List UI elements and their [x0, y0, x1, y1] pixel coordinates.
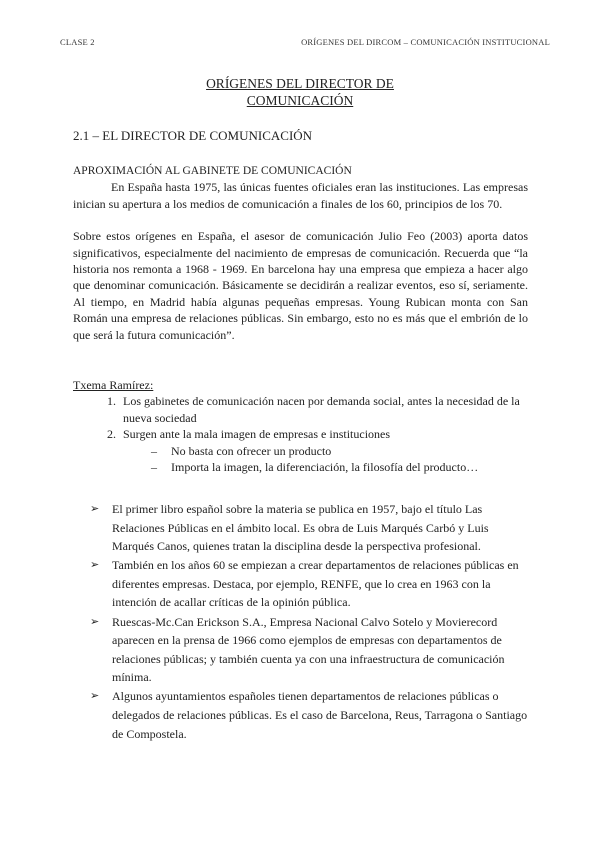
arrow-item [90, 613, 528, 687]
page-title [0, 75, 600, 109]
arrow-bullet-icon: ➢ [90, 559, 100, 572]
arrow-bullet-section [73, 500, 528, 744]
arrow-item-text: Algunos ayuntamientos españoles tienen departamentos de relaciones públicas o delegados de relaciones públicas. Es el caso de Barcelona, Reus, Tarragona o Santiago de Compostela. [112, 689, 528, 741]
section-heading: 2.1 – EL DIRECTOR DE COMUNICACIÓN [73, 128, 313, 143]
arrow-item [90, 500, 528, 556]
arrow-bullet-icon: ➢ [90, 503, 100, 515]
header-left: CLASE 2 [60, 37, 95, 47]
subsection-heading: APROXIMACIÓN AL GABINETE DE COMUNICACIÓN [73, 165, 352, 177]
dash-item: – No basta con ofrecer un producto [151, 443, 528, 459]
arrow-item-text: Ruescas-Mc.Can Erickson S.A., Empresa Nacional Calvo Sotelo y Movierecord aparecen en la prensa de 1966 como ejemplos de empresas con departamentos de relaciones públicas; y también cuenta ya con una infraestructura de comunicación mínima. [112, 614, 505, 685]
arrow-item-text: También en los años 60 se empiezan a crear departamentos de relaciones públicas en diferentes empresas. Destaca, por ejemplo, RENFE, que lo crea en 1963 con la intención de acallar críticas de la opinión pública. [112, 558, 519, 610]
dash-item: – Importa la imagen, la diferenciación, la filosofía del producto… [151, 459, 528, 475]
arrow-bullet-icon: ➢ [90, 690, 100, 703]
header-right: ORÍGENES DEL DIRCOM – COMUNICACIÓN INSTITUCIONAL [301, 37, 550, 47]
arrow-item-text: El primer libro español sobre la materia se publica en 1957, bajo el título Las Relaciones Públicas en el ámbito local. Es obra de Luis Marqués Carbó y Luis Marqués Canos, quienes tratan la disciplina desde la perspectiva profesional. [112, 502, 489, 554]
txema-heading: Txema Ramírez: [73, 378, 154, 392]
paragraph-1: En España hasta 1975, las únicas fuentes oficiales eran las instituciones. Las empresas inician su apertura a los medios de comunicación a finales de los 60, principios de los 70. [73, 180, 528, 211]
dash-list [123, 443, 528, 476]
list-item-text: Surgen ante la mala imagen de empresas e instituciones [123, 427, 391, 442]
numbered-list [73, 393, 528, 475]
title-line-1: ORÍGENES DEL DIRECTOR DE [206, 76, 394, 91]
list-item [119, 426, 528, 475]
subsection [73, 163, 528, 343]
paragraph-2: Sobre estos orígenes en España, el asesor de comunicación Julio Feo (2003) aporta datos significativos, especialmente del nacimiento de empresas de comunicación. Recuerda que “la historia nos remonta a 1968 - 1969. En barcelona hay una empresa que empieza a hacer algo que denominar comunicación. Básicamente se decidirán a realizar eventos, eso sí, seriamente. Al tiempo, en Madrid había algunas pequeñas empresas. Young Rubican monta con San Román una empresa de relaciones públicas. Sin embargo, esto no es más que el embrión de lo que será la futura comunicación”. [73, 229, 528, 342]
arrow-item [90, 687, 528, 743]
arrow-item [90, 556, 528, 612]
arrow-bullet-icon: ➢ [90, 615, 100, 628]
txema-section [73, 377, 528, 475]
list-item: 1. Los gabinetes de comunicación nacen por demanda social, antes la necesidad de la nueva sociedad [119, 393, 528, 426]
title-line-2: COMUNICACIÓN [246, 93, 354, 108]
arrow-list [73, 500, 528, 743]
